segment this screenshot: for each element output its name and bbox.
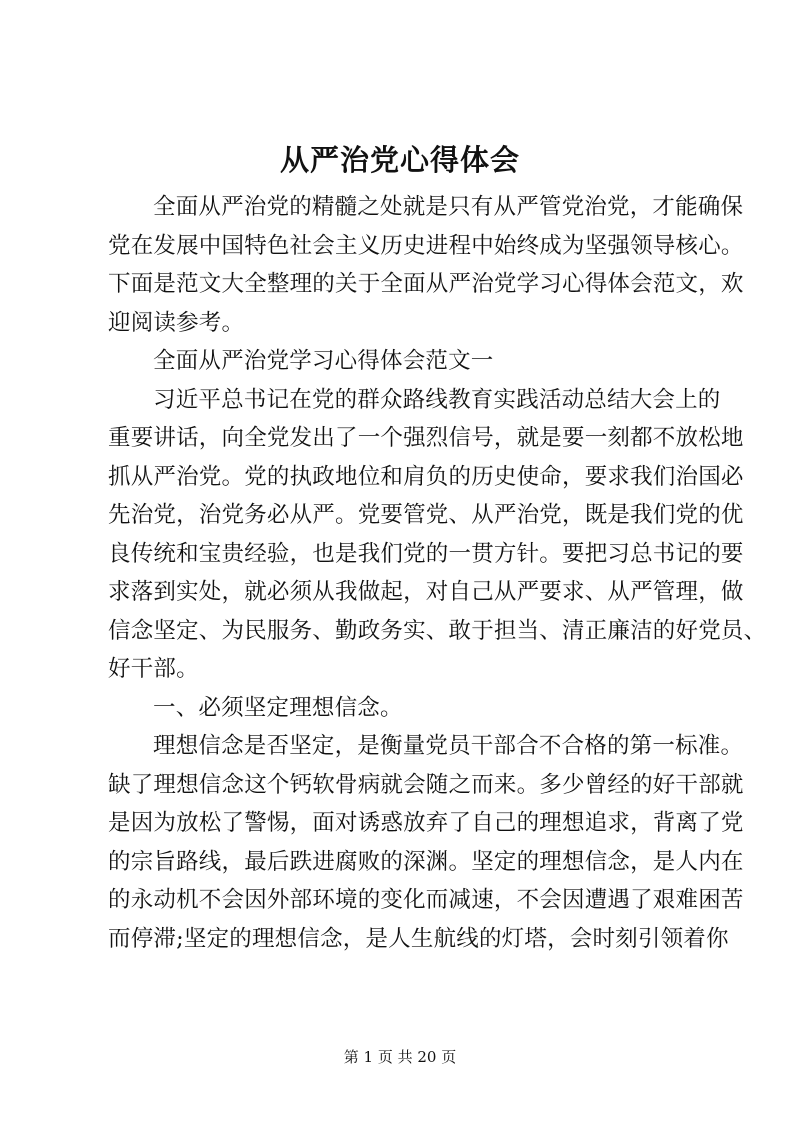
body-line: 理想信念是否坚定，是衡量党员干部合不合格的第一标准。 bbox=[153, 733, 744, 759]
section-heading: 全面从严治党学习心得体会范文一 bbox=[153, 348, 494, 374]
page-footer: 第 1 页 共 20 页 bbox=[343, 1048, 457, 1066]
document-body bbox=[108, 188, 767, 958]
body-line: 好干部。 bbox=[108, 656, 199, 682]
body-line: 重要讲话，向全党发出了一个强烈信号，就是要一刻都不放松地 bbox=[108, 425, 744, 451]
body-line: 的永动机不会因外部环境的变化而减速，不会因遭遇了艰难困苦 bbox=[108, 887, 744, 913]
body-line: 抓从严治党。党的执政地位和肩负的历史使命，要求我们治国必 bbox=[108, 463, 744, 490]
subsection-heading: 一、必须坚定理想信念。 bbox=[153, 694, 403, 721]
body-line: 而停滞;坚定的理想信念，是人生航线的灯塔，会时刻引领着你 bbox=[108, 925, 729, 952]
body-line: 是因为放松了警惕，面对诱惑放弃了自己的理想追求，背离了党 bbox=[108, 810, 744, 836]
body-line: 的宗旨路线，最后跌进腐败的深渊。坚定的理想信念，是人内在 bbox=[108, 848, 744, 875]
body-line: 下面是范文大全整理的关于全面从严治党学习心得体会范文，欢 bbox=[108, 271, 744, 297]
body-line: 信念坚定、为民服务、勤政务实、敢于担当、清正廉洁的好党员、 bbox=[108, 617, 767, 644]
body-line: 缺了理想信念这个钙软骨病就会随之而来。多少曾经的好干部就 bbox=[108, 771, 744, 798]
document-title: 从严治党心得体会 bbox=[279, 143, 520, 177]
body-line: 迎阅读参考。 bbox=[108, 309, 245, 336]
body-line: 党在发展中国特色社会主义历史进程中始终成为坚强领导核心。 bbox=[108, 232, 744, 259]
body-line: 全面从严治党的精髓之处就是只有从严管党治党，才能确保 bbox=[153, 194, 744, 220]
body-line: 求落到实处，就必须从我做起，对自己从严要求、从严管理，做 bbox=[108, 579, 744, 605]
body-line: 良传统和宝贵经验，也是我们党的一贯方针。要把习总书记的要 bbox=[108, 540, 744, 567]
body-line: 习近平总书记在党的群众路线教育实践活动总结大会上的 bbox=[153, 386, 721, 413]
body-line: 先治党，治党务必从严。党要管党、从严治党，既是我们党的优 bbox=[108, 502, 744, 528]
